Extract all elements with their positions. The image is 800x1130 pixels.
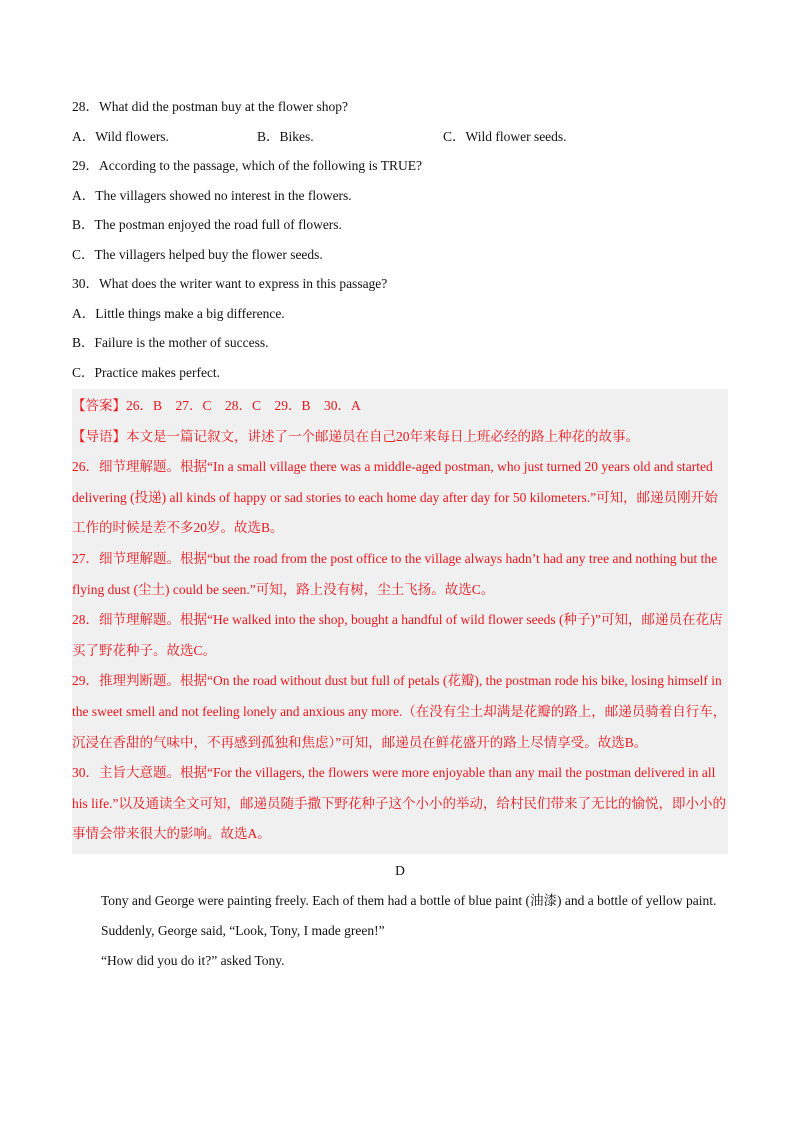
passage-paragraph: Suddenly, George said, “Look, Tony, I made green!” (101, 922, 385, 938)
question-29-option-a: A．The villagers showed no interest in the flowers. (72, 187, 352, 203)
question-30-stem: 30．What does the writer want to express in this passage? (72, 276, 388, 291)
question-29-option-c: C．The villagers helped buy the flower seeds. (72, 246, 323, 262)
question-28-options (72, 122, 728, 152)
passage-paragraph: “How did you do it?” asked Tony. (101, 952, 285, 968)
section-title: D (395, 862, 405, 878)
document-page (72, 92, 728, 976)
question-30-option-a: A．Little things make a big difference. (72, 305, 285, 321)
explanation-29: 29．推理判断题。根据“On the road without dust but full of petals (花瓣), the postman rode his bike, losing himself in the sweet smell and not feeling lonely and anxious any more.（在没有尘土却满是花瓣的路上，邮递员骑着自行车，沉浸在香甜的气味中，不再感到孤独和焦虑）”可知，邮递员在鲜花盛开的路上尽情享受。故选B。 (72, 673, 727, 750)
answer-guide: 【导语】本文是一篇记叙文，讲述了一个邮递员在自己20年来每日上班必经的路上种花的故事。 (72, 428, 639, 444)
question-28-option-b: B．Bikes. (257, 128, 314, 144)
explanation-30: 30．主旨大意题。根据“For the villagers, the flowers were more enjoyable than any mail the postman delivered in all his life.”以及通读全文可知，邮递员随手撒下野花种子这个小小的举动，给村民们带来了无比的愉悦，即小小的事情会带来很大的影响。故选A。 (72, 765, 726, 842)
passage-paragraph: Tony and George were painting freely. Each of them had a bottle of blue paint (油漆) and a bottle of yellow paint. (101, 892, 717, 908)
question-29-stem: 29．According to the passage, which of the following is TRUE? (72, 158, 422, 173)
question-28-option-a: A．Wild flowers. (72, 128, 169, 144)
answer-explanation-block (72, 389, 728, 854)
question-30-option-c: C．Practice makes perfect. (72, 364, 221, 380)
explanation-28: 28．细节理解题。根据“He walked into the shop, bought a handful of wild flower seeds (种子)”可知，邮递员在花店买了野花种子。故选C。 (72, 612, 723, 658)
question-28-option-c: C．Wild flower seeds. (443, 128, 567, 144)
answer-key: 【答案】26．B 27．C 28．C 29．B 30．A (72, 398, 361, 413)
explanation-26: 26．细节理解题。根据“In a small village there was a middle-aged postman, who just turned 20 years old and started delivering (投递) all kinds of happy or sad stories to each home day after day for 50 kilometers.”可知，邮递员刚开始工作的时候是差不多20岁。故选B。 (72, 459, 718, 536)
question-28-stem: 28．What did the postman buy at the flower shop? (72, 99, 348, 114)
question-29-option-b: B．The postman enjoyed the road full of flowers. (72, 217, 342, 232)
question-30-option-b: B．Failure is the mother of success. (72, 335, 269, 350)
explanation-27: 27．细节理解题。根据“but the road from the post office to the village always hadn’t had any tree and nothing but the flying dust (尘土) could be seen.”可知，路上没有树，尘土飞扬。故选C。 (72, 550, 718, 597)
